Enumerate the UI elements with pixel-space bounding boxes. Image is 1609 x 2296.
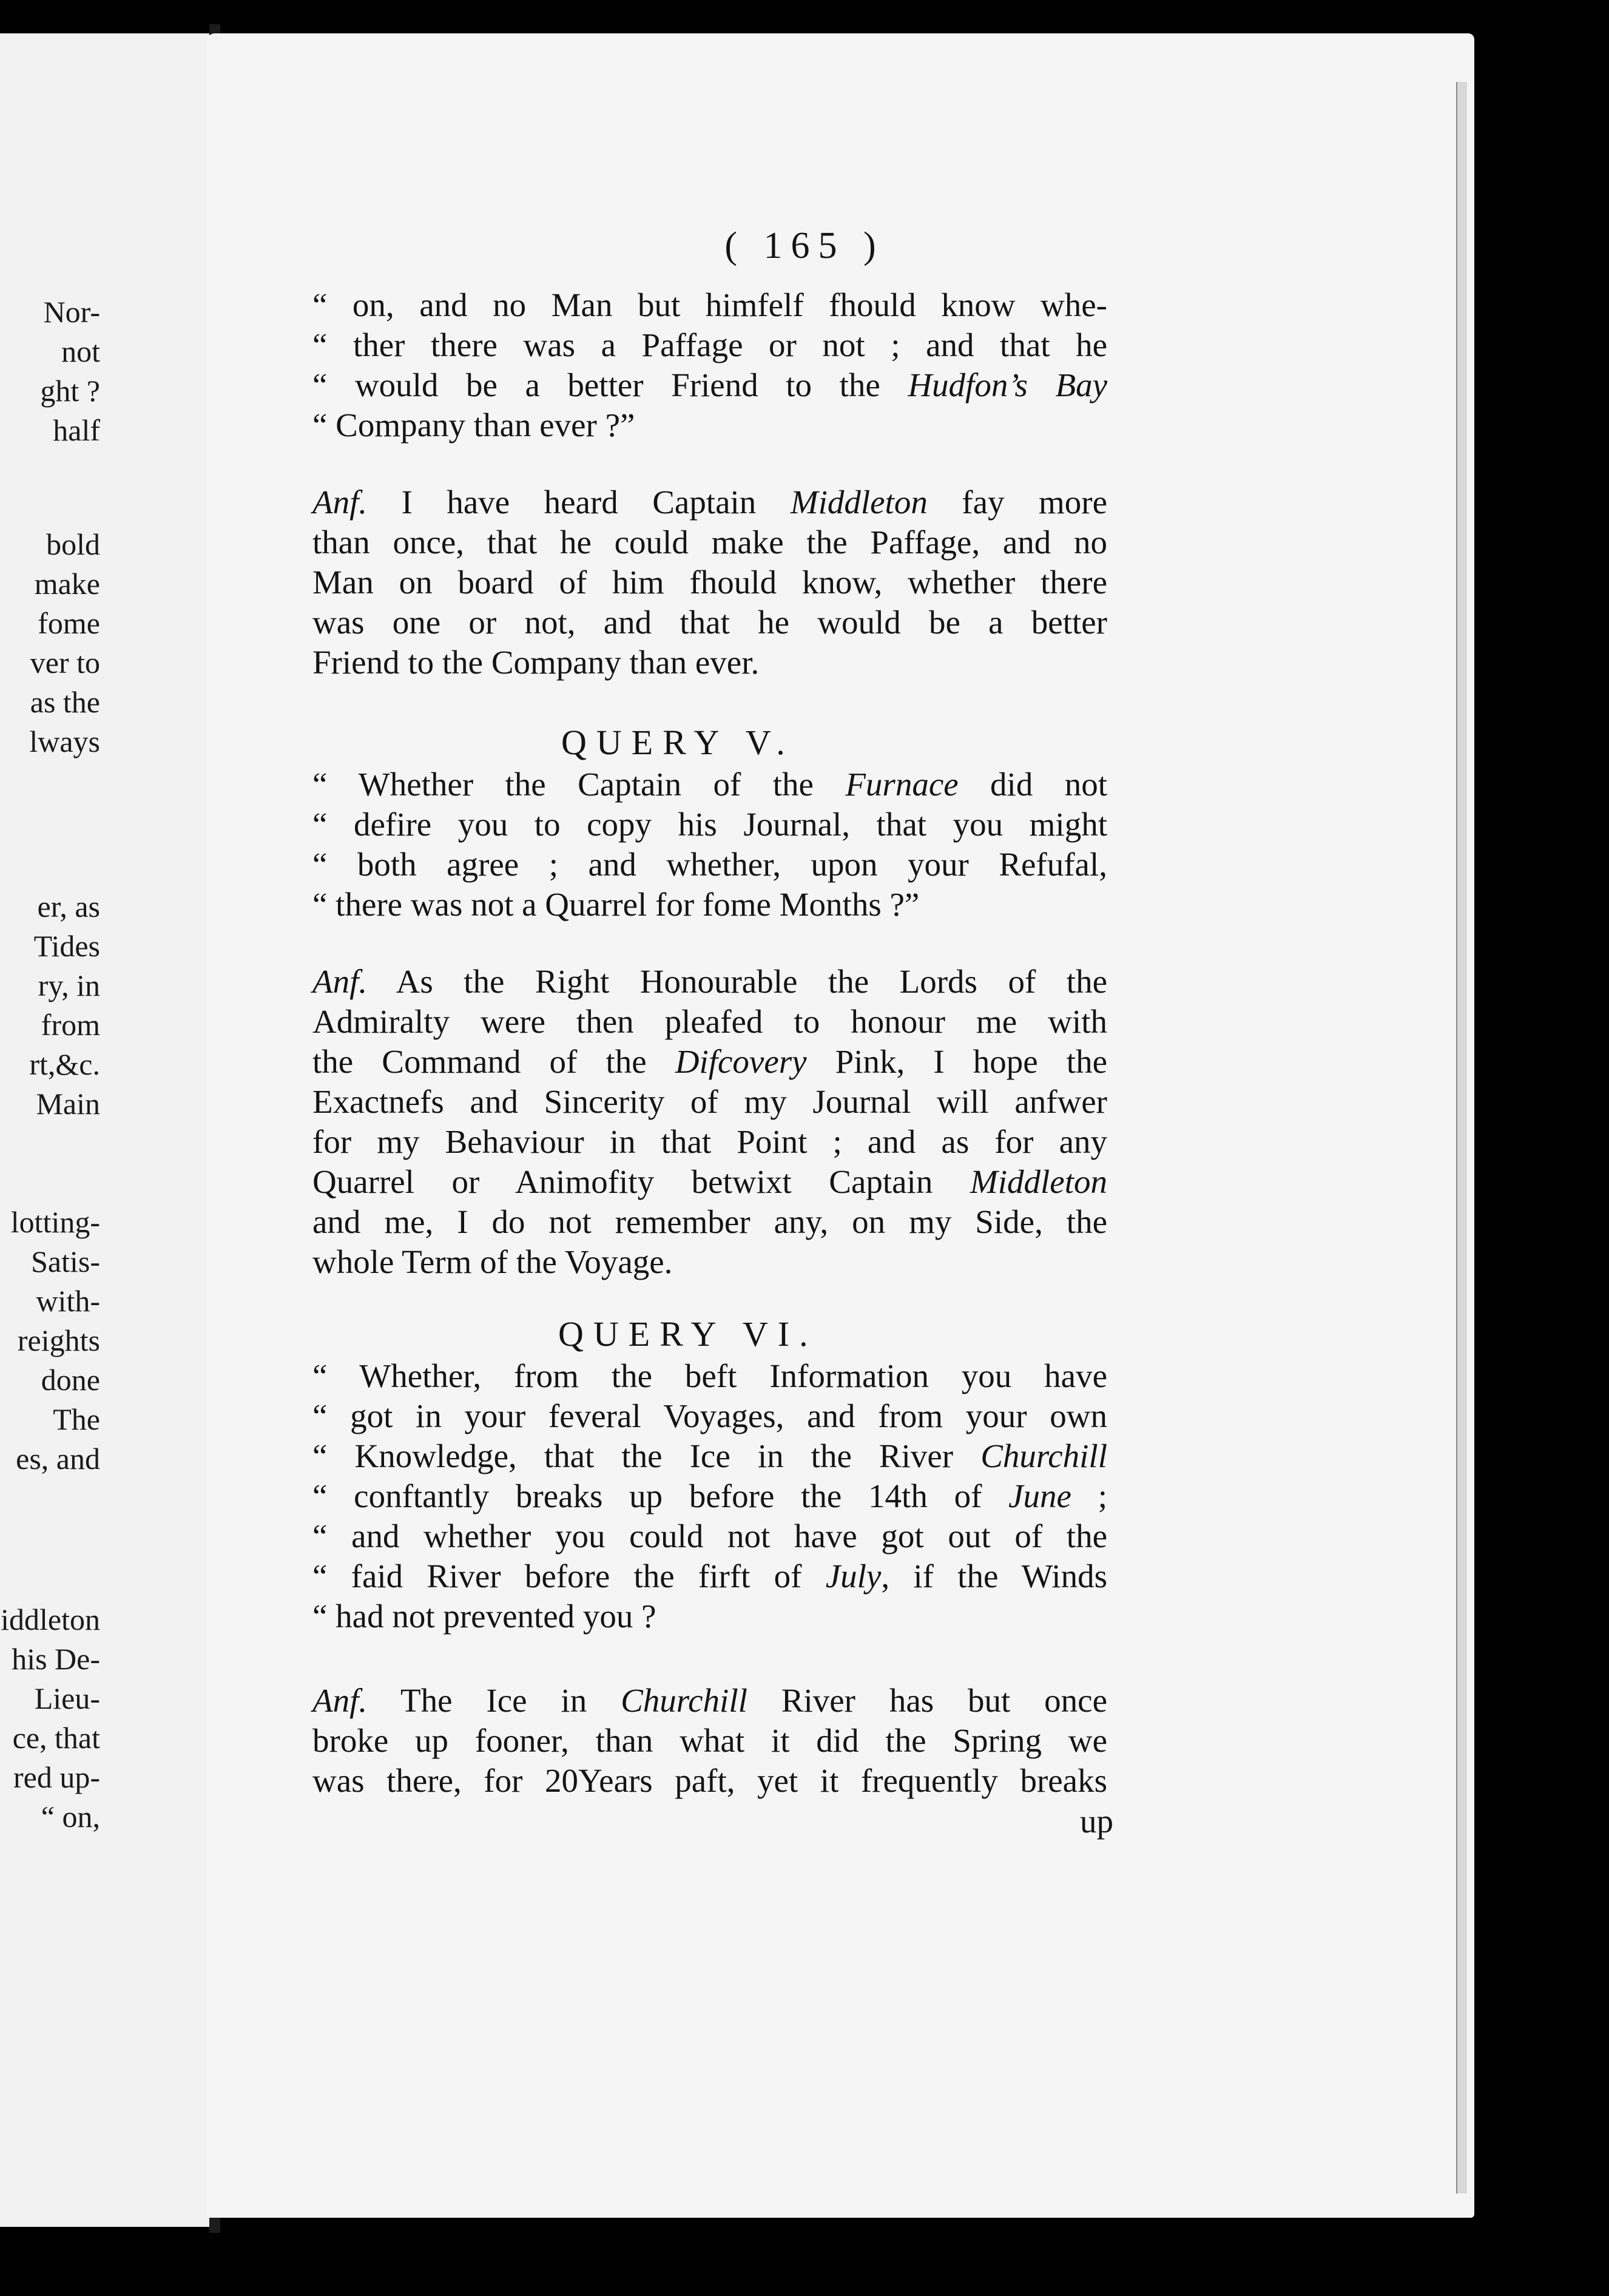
- left-page-fragment: Tides: [33, 929, 100, 963]
- catchword: up: [1080, 1803, 1113, 1840]
- answer6-line: was there, for 20Years paft, yet it frequently breaks: [312, 1762, 1107, 1799]
- answer6-line: Anf. The Ice in Churchill River has but once: [312, 1682, 1107, 1719]
- block1-line: “ ther there was a Paffage or not ; and that he: [312, 326, 1107, 363]
- left-page-fragment: iddleton: [1, 1602, 100, 1636]
- left-page-fragment: “ on,: [41, 1800, 100, 1834]
- query5-line: “ Whether the Captain of the Furnace did not: [312, 766, 1107, 803]
- query6-line: “ conftantly breaks up before the 14th of June ;: [312, 1477, 1107, 1514]
- page-number: ( 165 ): [724, 225, 885, 266]
- left-page-fragment: bold: [46, 527, 100, 561]
- answer1-line: than once, that he could make the Paffage, and no: [312, 524, 1107, 561]
- left-page-fragment: ver to: [30, 646, 100, 680]
- left-page-fragment: Nor-: [43, 295, 100, 329]
- query6-line: “ had not prevented you ?: [312, 1598, 656, 1635]
- answer1-line: was one or not, and that he would be a better: [312, 604, 1107, 641]
- answer5-line: Quarrel or Animofity betwixt Captain Middleton: [312, 1163, 1107, 1200]
- left-page-fragment: red up-: [13, 1760, 100, 1794]
- left-page-fragment: lways: [29, 724, 100, 758]
- query-5-heading: QUERY V.: [561, 723, 795, 762]
- answer5-line: Exactnefs and Sincerity of my Journal will anfwer: [312, 1083, 1107, 1120]
- left-page-fragment: ry, in: [38, 968, 100, 1002]
- block1-line: “ on, and no Man but himfelf fhould know whe-: [312, 286, 1107, 323]
- left-page-fragment: lotting-: [10, 1205, 100, 1239]
- query6-line: “ got in your feveral Voyages, and from your own: [312, 1397, 1107, 1434]
- left-page-fragment: not: [61, 334, 100, 368]
- answer5-line: whole Term of the Voyage.: [312, 1243, 673, 1280]
- left-page-fragment: fome: [38, 606, 100, 640]
- query6-line: “ and whether you could not have got out of the: [312, 1518, 1107, 1555]
- query6-line: “ Knowledge, that the Ice in the River Churchill: [312, 1437, 1107, 1474]
- left-page-fragment: his De-: [12, 1642, 100, 1676]
- left-page: [0, 33, 211, 2227]
- query5-line: “ there was not a Quarrel for fome Months ?”: [312, 886, 920, 923]
- answer5-line: for my Behaviour in that Point ; and as for any: [312, 1123, 1107, 1160]
- left-page-fragment: ce, that: [12, 1721, 100, 1755]
- answer5-line: and me, I do not remember any, on my Side, the: [312, 1203, 1107, 1240]
- answer5-line: Admiralty were then pleafed to honour me with: [312, 1003, 1107, 1040]
- answer5-line: Anf. As the Right Honourable the Lords of the: [312, 963, 1107, 1000]
- left-page-fragment: Main: [36, 1087, 100, 1121]
- query6-line: “ Whether, from the beft Information you have: [312, 1357, 1107, 1394]
- query6-line: “ faid River before the firft of July, if the Winds: [312, 1558, 1107, 1595]
- left-page-fragment: done: [41, 1363, 100, 1397]
- answer6-line: broke up fooner, than what it did the Spring we: [312, 1722, 1107, 1759]
- answer1-line: Anf. I have heard Captain Middleton fay more: [312, 484, 1107, 521]
- left-page-fragment: Lieu-: [34, 1681, 100, 1715]
- query-6-heading: QUERY VI.: [558, 1314, 818, 1354]
- block1-line: “ Company than ever ?”: [312, 407, 635, 444]
- left-page-fragment: make: [34, 567, 100, 601]
- left-page-fragment: half: [53, 413, 100, 447]
- left-page-fragment: reights: [17, 1323, 100, 1357]
- left-page-fragment: as the: [30, 685, 100, 719]
- query5-line: “ defire you to copy his Journal, that you might: [312, 806, 1107, 843]
- left-page-fragment: The: [53, 1402, 100, 1436]
- answer5-line: the Command of the Difcovery Pink, I hope the: [312, 1043, 1107, 1080]
- left-page-fragment: ght ?: [40, 374, 100, 408]
- left-page-fragment: rt,&c.: [29, 1047, 100, 1081]
- answer1-line: Friend to the Company than ever.: [312, 644, 760, 681]
- block1-line: “ would be a better Friend to the Hudfon’s Bay: [312, 366, 1107, 403]
- left-page-fragment: es, and: [16, 1442, 100, 1476]
- left-page-fragment: with-: [36, 1284, 100, 1318]
- left-page-fragment: Satis-: [31, 1244, 100, 1278]
- answer1-line: Man on board of him fhould know, whether there: [312, 564, 1107, 601]
- page-edge: [1456, 82, 1467, 2193]
- left-page-fragment: from: [41, 1008, 100, 1042]
- query5-line: “ both agree ; and whether, upon your Refufal,: [312, 846, 1107, 883]
- left-page-fragment: er, as: [37, 890, 100, 923]
